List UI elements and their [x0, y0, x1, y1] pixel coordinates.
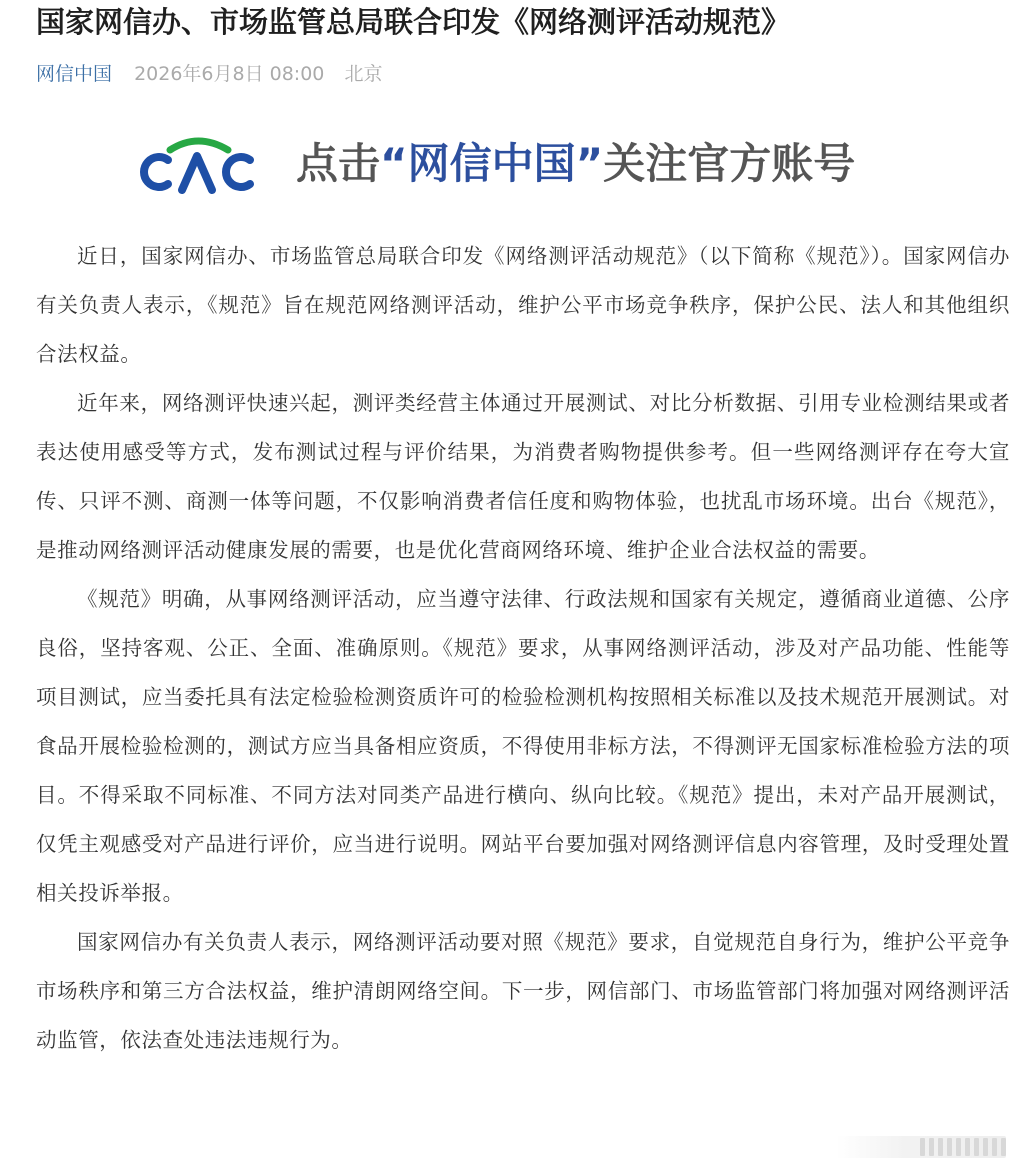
- scroll-indicator-bar: [920, 1138, 925, 1156]
- scroll-indicator-bar: [974, 1138, 979, 1156]
- article-location: 北京: [344, 63, 383, 85]
- article-date: 2026年6月8日 08:00: [134, 63, 325, 85]
- scroll-indicator-bar: [992, 1138, 997, 1156]
- article-paragraph: 国家网信办有关负责人表示，网络测评活动要对照《规范》要求，自觉规范自身行为，维护公平竞争市场秩序和第三方合法权益，维护清朗网络空间。下一步，网信部门、市场监管部门将加强对网络测评活动监管，依法查处违法违规行为。: [36, 930, 1010, 1052]
- scroll-indicator-bar: [947, 1138, 952, 1156]
- scroll-indicator-bar: [965, 1138, 970, 1156]
- scroll-indicator-bar: [929, 1138, 934, 1156]
- article-paragraph: 近年来，网络测评快速兴起，测评类经营主体通过开展测试、对比分析数据、引用专业检测结果或者表达使用感受等方式，发布测试过程与评价结果，为消费者购物提供参考。但一些网络测评存在夸大宣传、只评不测、商测一体等问题，不仅影响消费者信任度和购物体验，也扰乱市场环境。出台《规范》，是推动网络测评活动健康发展的需要，也是优化营商网络环境、维护企业合法权益的需要。: [36, 391, 1010, 562]
- article-source-link[interactable]: 网信中国: [36, 63, 113, 85]
- banner-slogan-suffix: 关注官方账号: [603, 139, 856, 188]
- scroll-indicator-bar: [1001, 1138, 1006, 1156]
- article-paragraph: 近日，国家网信办、市场监管总局联合印发《网络测评活动规范》（以下简称《规范》）。国家网信办有关负责人表示，《规范》旨在规范网络测评活动，维护公平市场竞争秩序，保护公民、法人和其他组织合法权益。: [36, 244, 1010, 366]
- scroll-indicator-bar: [983, 1138, 988, 1156]
- article-title: 国家网信办、市场监管总局联合印发《网络测评活动规范》: [36, 5, 791, 39]
- banner-slogan-highlight: “网信中国”: [380, 139, 604, 188]
- scroll-indicator[interactable]: [836, 1136, 1006, 1158]
- article-paragraph: 《规范》明确，从事网络测评活动，应当遵守法律、行政法规和国家有关规定，遵循商业道德、公序良俗，坚持客观、公正、全面、准确原则。《规范》要求，从事网络测评活动，涉及对产品功能、性能等项目测试，应当委托具有法定检验检测资质许可的检验检测机构按照相关标准以及技术规范开展测试。对食品开展检验检测的，测试方应当具备相应资质，不得使用非标方法，不得测评无国家标准检验方法的项目。不得采取不同标准、不同方法对同类产品进行横向、纵向比较。《规范》提出，未对产品开展测试，仅凭主观感受对产品进行评价，应当进行说明。网站平台要加强对网络测评信息内容管理，及时受理处置相关投诉举报。: [36, 587, 1010, 905]
- scroll-indicator-bar: [956, 1138, 961, 1156]
- article-meta: [36, 60, 1004, 88]
- follow-account-banner[interactable]: [136, 132, 916, 196]
- scroll-indicator-bar: [938, 1138, 943, 1156]
- article-body: [36, 232, 1010, 1065]
- banner-slogan-prefix: 点击: [296, 139, 381, 188]
- banner-slogan: [296, 132, 855, 196]
- svg-text:CAC: CAC: [136, 132, 139, 133]
- cac-logo-icon: [136, 132, 260, 196]
